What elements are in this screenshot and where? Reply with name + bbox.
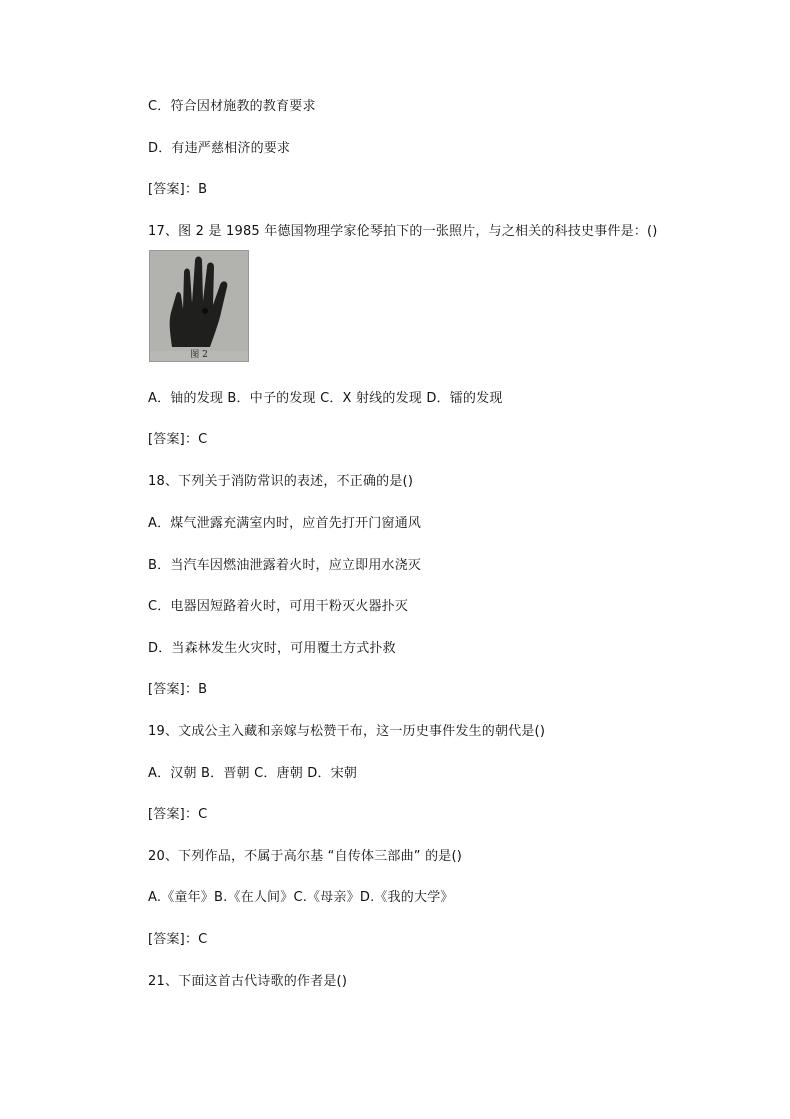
q20-options: A.《童年》B.《在人间》C.《母亲》D.《我的大学》 [148, 890, 454, 905]
q16-option-d: D．有违严慈相济的要求 [148, 141, 291, 156]
figure-label: 图 2 [190, 350, 208, 360]
q16-answer: [答案]：B [148, 182, 208, 197]
q18-option-c: C．电器因短路着火时，可用干粉灭火器扑灭 [148, 599, 409, 614]
q17-options: A．铀的发现 B．中子的发现 C．X 射线的发现 D．镭的发现 [148, 391, 503, 406]
hand-xray-image [150, 251, 248, 351]
q18-option-d: D．当森林发生火灾时，可用覆土方式扑救 [148, 641, 396, 656]
q19-question: 19、文成公主入藏和亲嫁与松赞干布，这一历史事件发生的朝代是() [148, 724, 546, 739]
q17-answer: [答案]：C [148, 432, 208, 447]
q18-option-a: A．煤气泄露充满室内时，应首先打开门窗通风 [148, 516, 422, 531]
q19-options: A．汉朝 B．晋朝 C．唐朝 D．宋朝 [148, 766, 358, 781]
q20-question: 20、下列作品，不属于高尔基 “自传体三部曲” 的是() [148, 849, 463, 864]
xray-hand-photo [149, 250, 249, 362]
q18-answer: [答案]：B [148, 682, 208, 697]
q20-answer: [答案]：C [148, 932, 208, 947]
q18-option-b: B．当汽车因燃油泄露着火时，应立即用水浇灭 [148, 558, 422, 573]
q16-option-c: C．符合因材施教的教育要求 [148, 99, 316, 114]
q17-question: 17、图 2 是 1985 年德国物理学家伦琴拍下的一张照片，与之相关的科技史事件是：() [148, 224, 658, 239]
q19-answer: [答案]：C [148, 807, 208, 822]
q18-question: 18、下列关于消防常识的表述，不正确的是() [148, 474, 414, 489]
q21-question: 21、下面这首古代诗歌的作者是() [148, 974, 348, 989]
